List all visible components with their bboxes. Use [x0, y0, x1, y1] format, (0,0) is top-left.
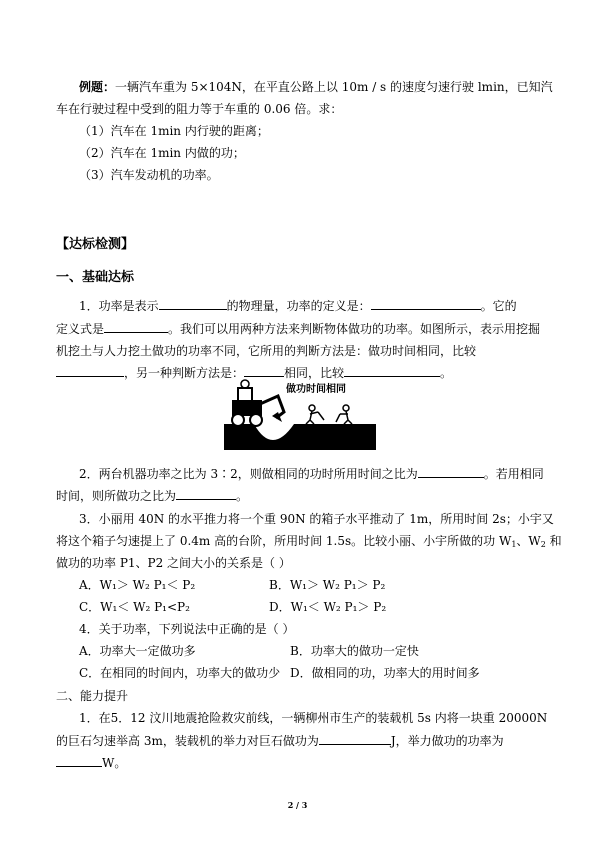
excavator-wheel [250, 414, 262, 426]
example-q1: （1）汽车在 1min 内行驶的距离； [79, 124, 269, 138]
operator-figure [241, 380, 249, 388]
q1-line-4: ，另一种判断方法是： 相同，比较 。 [56, 365, 452, 381]
q3-line-3: 做功的功率 P1、P2 之间大小的关系是（ ） [56, 556, 291, 570]
q2-line-1: 2．两台机器功率之比为 3∶2，则做相同的功时所用时间之比为 。若用相同 [79, 467, 544, 481]
q3-option-a: A．W₁＞ W₂ P₁＜ P₂ [79, 578, 196, 592]
q4-option-a: A．功率大一定做功多 [79, 644, 196, 658]
blank [418, 466, 484, 478]
q3-option-c: C．W₁＜ W₂ P₁<P₂ [79, 600, 190, 614]
blank [344, 365, 440, 377]
excavator-cab [238, 388, 252, 401]
blank [176, 488, 236, 500]
q2-line-2: 时间，则所做功之比为 。 [56, 489, 249, 503]
worker-figure [309, 405, 315, 411]
example-text-1: 一辆汽车重为 5×104N，在平直公路上以 10m / s 的速度匀速行驶 lmin，已知汽 [115, 80, 553, 94]
example-q3: （3）汽车发动机的功率。 [79, 168, 219, 182]
q1-line-1: 1．功率是表示 的物理量，功率的定义是： 。它的 [79, 299, 517, 313]
page-number: 2 / 3 [287, 800, 308, 810]
q4-option-c: C．在相同的时间内，功率大的做功少 [79, 666, 281, 680]
section-ability-title: 二、能力提升 [56, 689, 129, 703]
blank [104, 321, 168, 333]
q5-line-1: 1．在5．12 汶川地震抢险救灾前线，一辆柳州市生产的装载机 5s 内将一块重 20000N [79, 711, 548, 725]
excavator-figure [224, 378, 376, 450]
example-line-1 [56, 79, 553, 95]
q3-option-b: B．W₁＞ W₂ P₁＞ P₂ [269, 578, 386, 592]
q3-line-2: 将这个箱子匀速提上了 0.4m 高的台阶，所用时间 1.5s。比较小丽、小宇所做的功 $W_1$、$W_2$ 和 [56, 534, 562, 549]
section-basic-title: 一、基础达标 [56, 270, 135, 285]
example-q2: （2）汽车在 1min 内做的功； [79, 146, 245, 160]
section-check-title: 【达标检测】 [56, 237, 135, 252]
q3-line-1: 3．小丽用 40N 的水平推力将一个重 90N 的箱子水平推动了 1m，所用时间 2s；小宇又 [79, 512, 554, 526]
blank [371, 298, 481, 310]
q1-line-2: 定义式是 。我们可以用两种方法来判断物体做功的功率。如图所示，表示用挖掘 [56, 322, 541, 336]
q4-option-b: B．功率大的做功一定快 [290, 644, 419, 658]
example-label: 例题： [79, 80, 116, 94]
blank [159, 298, 227, 310]
excavator-arm [260, 396, 284, 418]
example-line-2: 车在行驶过程中受到的阻力等于车重的 0.06 倍。求： [56, 102, 343, 116]
q5-line-3: W。 [56, 755, 126, 771]
q5-line-2: 的巨石匀速举高 3m，装载机的举力对巨石做功为 J，举力做功的功率为 [56, 734, 504, 748]
q4-stem: 4．关于功率，下列说法中正确的是（ ） [79, 622, 295, 636]
blank [244, 365, 284, 377]
figure-caption: 做功时间相同 [286, 384, 346, 395]
blank [319, 733, 391, 745]
q3-option-d: D．W₁＜ W₂ P₁＞ P₂ [269, 600, 387, 614]
blank [56, 755, 102, 767]
worker-figure [343, 405, 349, 411]
q1-line-3: 机挖土与人力挖土做功的功率不同，它所用的判断方法是：做功时间相同，比较 [56, 344, 477, 358]
excavator-wheel [232, 414, 244, 426]
q4-option-d: D．做相同的功，功率大的用时间多 [290, 666, 480, 680]
ground-shape [224, 424, 376, 450]
blank [56, 365, 124, 377]
